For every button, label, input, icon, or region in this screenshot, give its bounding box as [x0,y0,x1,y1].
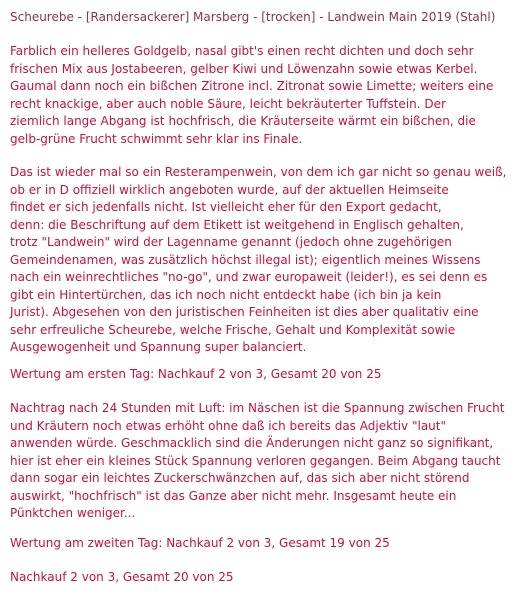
addendum-paragraph [10,400,510,523]
text-line: Ausgewogenheit und Spannung super balanciert. [10,340,307,354]
final-rating [10,569,510,587]
text-line: denn: die Beschriftung auf dem Etikett ist weitgehend in Englisch gehalten, [10,217,464,232]
text-line: nach ein weinrechtliches "no-go", und zwar europaweit (leider!), es sei denn es [10,270,488,284]
text-line: Farblich ein helleres Goldgelb, nasal gibt's einen recht dichten und doch sehr [10,44,474,58]
text-line: Gaumal dann noch ein bißchen Zitrone incl. Zitronat sowie Limette; weiters eine [10,79,494,93]
text-line: Gemeindenamen, was zusätzlich höchst illegal ist); eigentlich meines Wissens [10,252,481,267]
text-line: sehr erfreuliche Scheurebe, welche Frische, Gehalt und Komplexität sowie [10,322,456,337]
text-line: hier ist eher ein kleines Stück Spannung verloren gegangen. Beim Abgang taucht [10,453,501,468]
background-paragraph [10,164,510,357]
rating-text: Wertung am zweiten Tag: Nachkauf 2 von 3, Gesamt 19 von 25 [10,536,390,550]
rating-text: Nachkauf 2 von 3, Gesamt 20 von 25 [10,570,234,584]
text-line: findet er sich jedenfalls nicht. Ist vielleicht eher für den Export gedacht, [10,200,442,214]
text-line: recht knackige, aber auch noble Säure, leicht bekräuterter Tuffstein. Der [10,96,446,111]
text-line: Nachtrag nach 24 Stunden mit Luft: im Näschen ist die Spannung zwischen Frucht [10,401,505,415]
text-line: dann sogar ein leichtes Zuckerschwänzchen auf, das sich aber nicht störend [10,471,470,485]
text-line: und Kräutern noch etwas erhöht ohne daß ich bereits das Adjektiv "laut" [10,418,447,433]
text-line: auswirkt, "hochfrisch" ist das Ganze aber nicht mehr. Insgesamt heute ein [10,488,457,503]
text-line: Jurist). Abgesehen von den juristischen Feinheiten ist dies aber qualitativ eine [10,305,479,319]
text-line: gibt ein Hintertürchen, das ich noch nicht entdeckt habe (ich bin ja kein [10,287,442,302]
text-line: ziemlich lange Abgang ist hochfrisch, die Kräuterseite wärmt ein bißchen, die [10,114,476,128]
review-title: Scheurebe - [Randersackerer] Marsberg - [trocken] - Landwein Main 2019 (Stahl) [10,10,496,24]
tasting-paragraph [10,43,510,148]
text-line: Das ist wieder mal so ein Resterampenwein, von dem ich gar nicht so genau weiß, [10,165,507,179]
text-line: gelb-grüne Frucht schwimmt sehr klar ins Finale. [10,131,303,146]
text-line: trotz "Landwein" wird der Lagenname genannt (jedoch ohne zugehörigen [10,235,452,249]
text-line: frischen Mix aus Jostabeeren, gelber Kiwi und Löwenzahn sowie etwas Kerbel. [10,61,478,76]
rating-text: Wertung am ersten Tag: Nachkauf 2 von 3, Gesamt 20 von 25 [10,367,382,381]
rating-day-one [10,366,510,384]
text-line: ob er in D offiziell wirklich angeboten wurde, auf der aktuellen Heimseite [10,182,449,197]
rating-day-two [10,535,510,553]
text-line: Pünktchen weniger... [10,506,136,520]
text-line: anwenden würde. Geschmacklich sind die Änderungen nicht ganz so signifikant, [10,436,494,450]
